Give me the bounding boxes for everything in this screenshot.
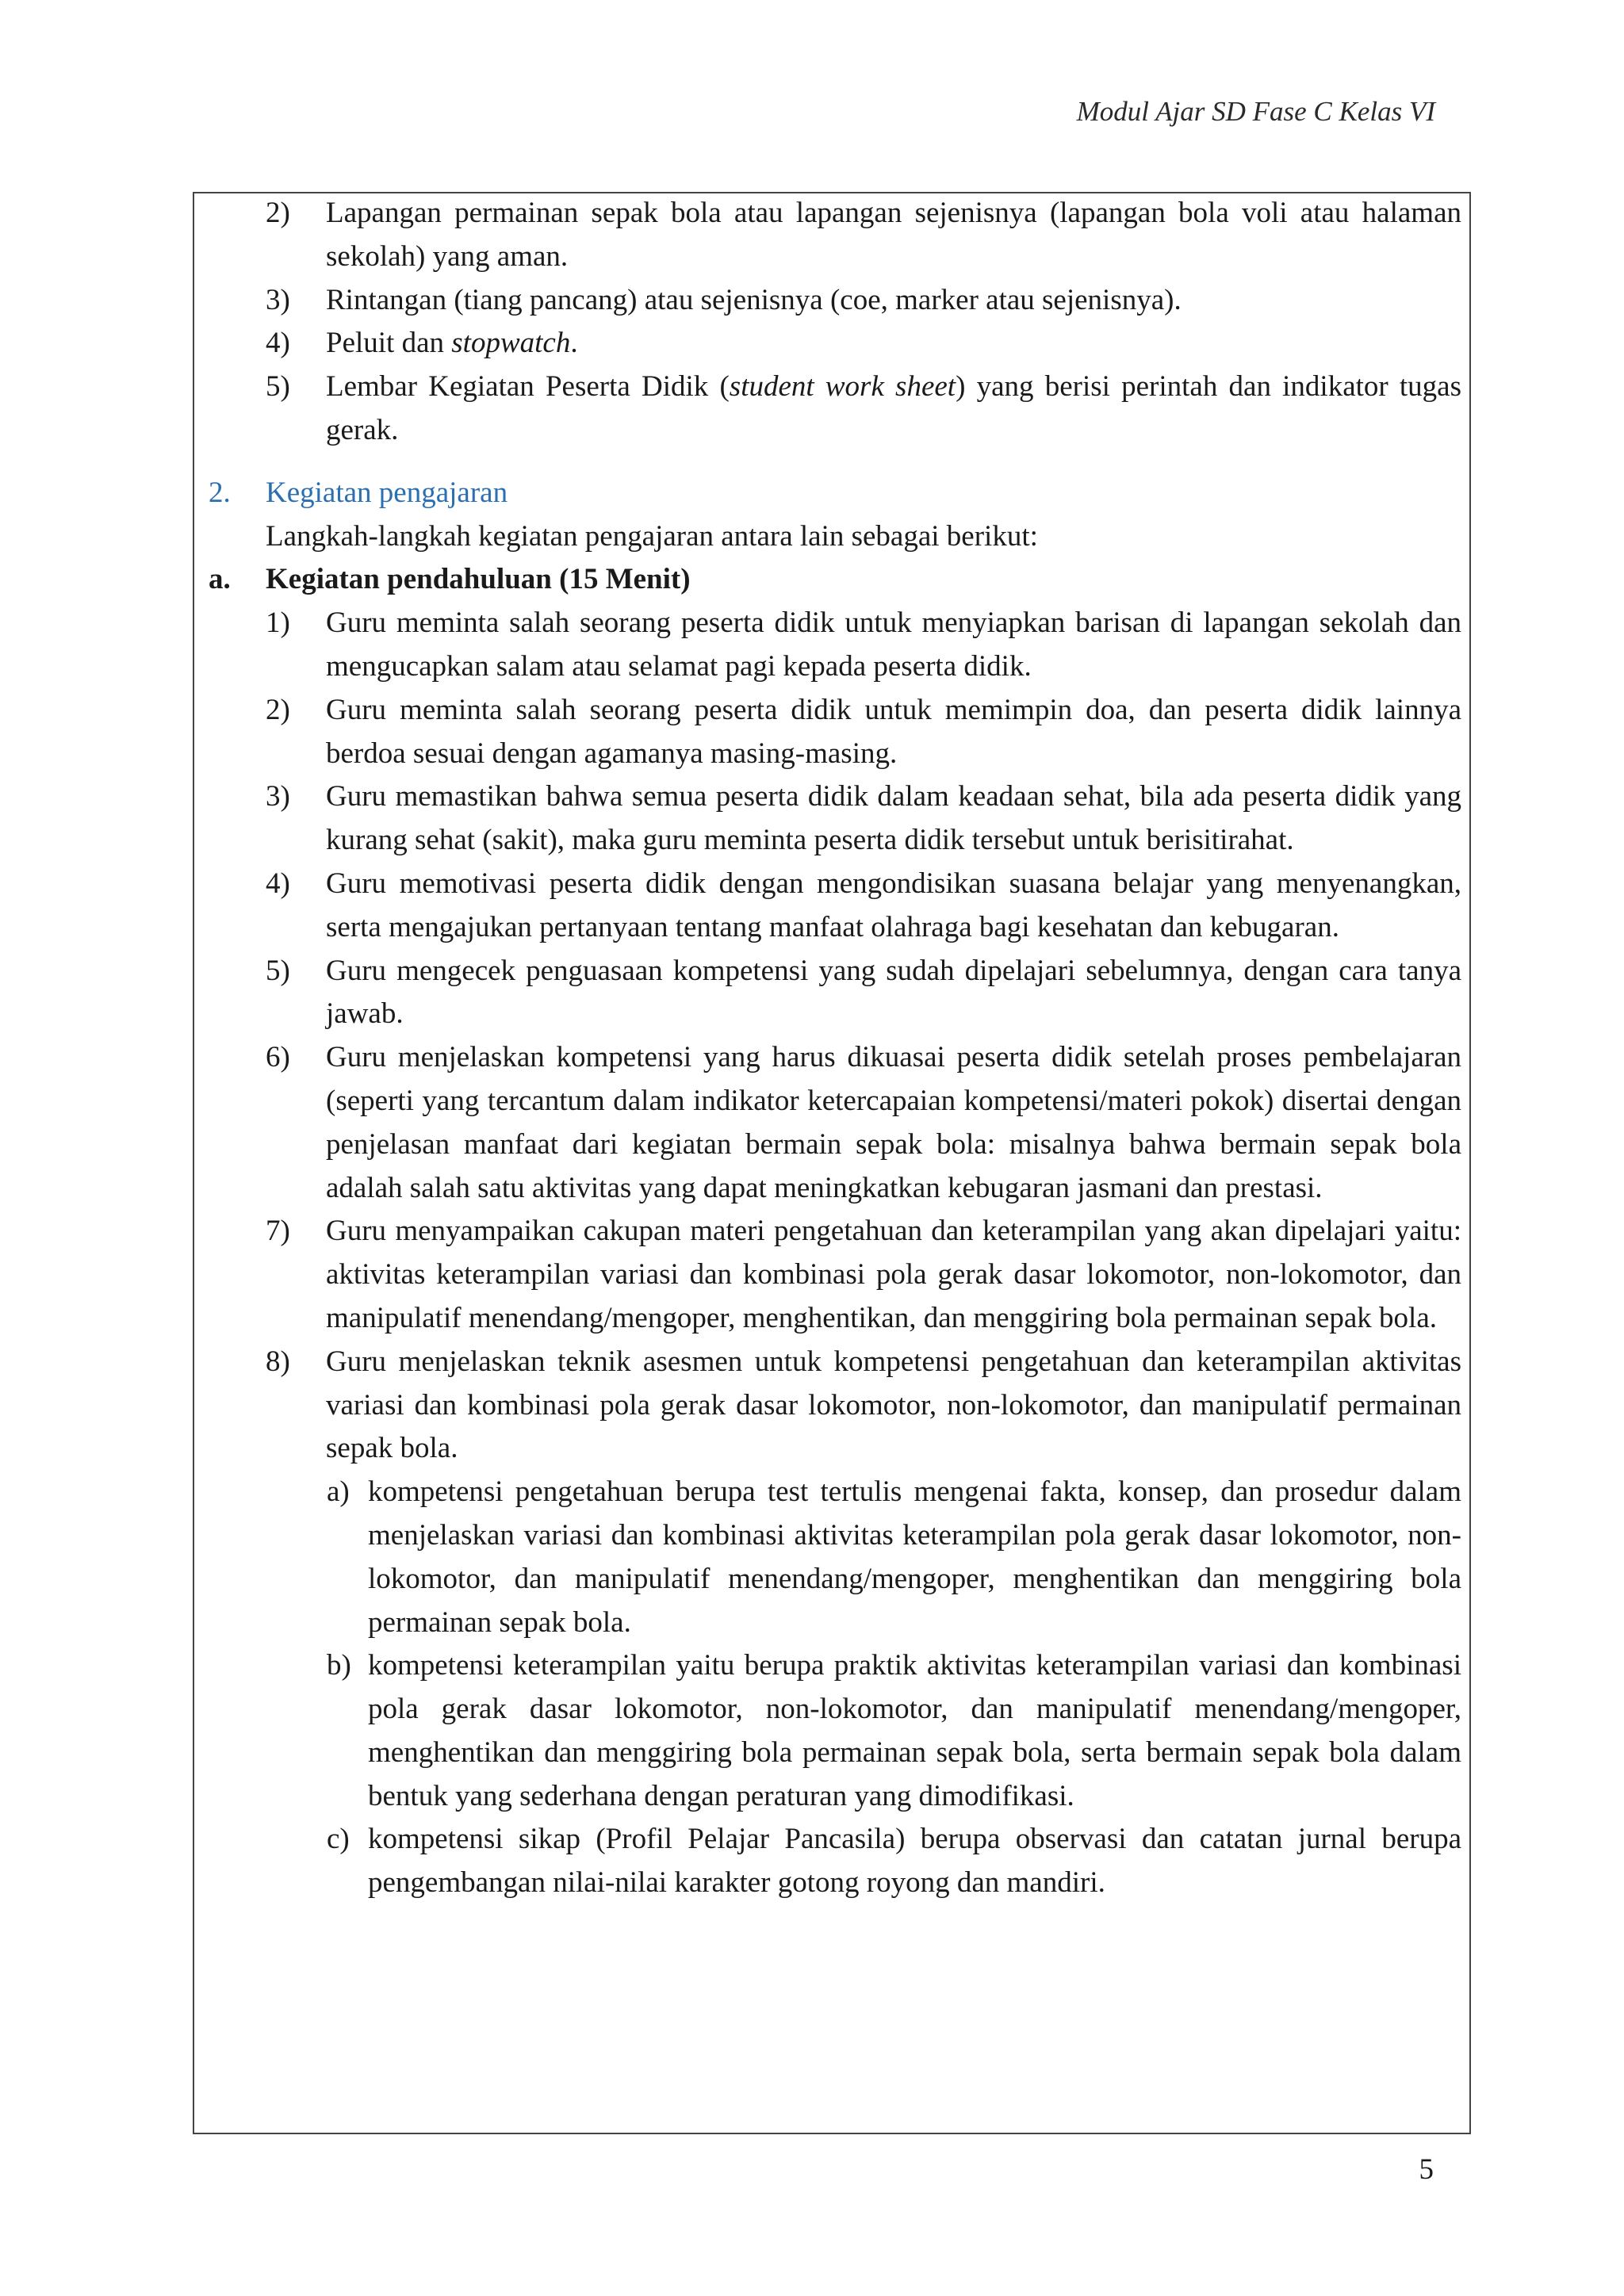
list-item: [209, 322, 1461, 365]
item-number: 5): [266, 370, 290, 404]
item-text: Lapangan permainan sepak bola atau lapangan sejenisnya (lapangan bola voli atau halaman sekolah) yang aman.: [326, 197, 1461, 273]
list-item: [209, 192, 1461, 279]
list-item: [209, 1341, 1461, 1471]
item-text: Guru mengecek penguasaan kompetensi yang sudah dipelajari sebelumnya, dengan cara tanya jawab.: [326, 954, 1461, 1031]
item-text: Guru menjelaskan teknik asesmen untuk kompetensi pengetahuan dan keterampilan aktivitas variasi dan kombinasi pola gerak dasar lokomotor, non-lokomotor, dan manipulatif permainan sepak bola.: [326, 1345, 1461, 1465]
subsection-heading: [209, 558, 1461, 602]
list-item: [209, 365, 1461, 453]
document-body: [209, 192, 1461, 1905]
list-item: [209, 863, 1461, 950]
subsection-title: Kegiatan pendahuluan (15 Menit): [266, 563, 691, 596]
page-number: 5: [1419, 2153, 1434, 2186]
list-item: [209, 689, 1461, 776]
section-number: 2.: [209, 476, 231, 509]
item-text: Guru meminta salah seorang peserta didik untuk menyiapkan barisan di lapangan sekolah dan mengucapkan salam atau selamat pagi kepada peserta didik.: [326, 607, 1461, 683]
item-text: Lembar Kegiatan Peserta Didik (: [326, 370, 730, 404]
item-text: Rintangan (tiang pancang) atau sejenisnya (coe, marker atau sejenisnya).: [326, 283, 1182, 316]
item-number: 4): [266, 327, 290, 360]
list-item: [209, 1036, 1461, 1210]
sub-item-text: kompetensi sikap (Profil Pelajar Pancasila) berupa observasi dan catatan jurnal berupa pengembangan nilai-nilai karakter gotong royong dan mandiri.: [368, 1823, 1461, 1900]
item-text: Peluit dan: [326, 327, 452, 360]
intro-text: Langkah-langkah kegiatan pengajaran antara lain sebagai berikut:: [266, 519, 1038, 553]
item-number: 4): [266, 867, 290, 900]
section-heading: [209, 472, 1461, 515]
sub-item-letter: b): [327, 1649, 351, 1682]
list-item: [209, 1210, 1461, 1340]
item-number: 1): [266, 607, 290, 640]
list-item: [209, 950, 1461, 1037]
list-item: [209, 775, 1461, 863]
item-number: 3): [266, 780, 290, 813]
list-item: [209, 279, 1461, 323]
item-number: 3): [266, 283, 290, 316]
item-number: 5): [266, 954, 290, 987]
section-title: Kegiatan pengajaran: [266, 476, 508, 509]
sub-item-text: kompetensi keterampilan yaitu berupa praktik aktivitas keterampilan variasi dan kombinasi pola gerak dasar lokomotor, non-lokomotor, dan manipulatif menendang/mengoper, menghentikan dan menggiring bola permainan sepak bola, serta bermain sepak bola dalam bentuk yang sederhana dengan peraturan yang dimodifikasi.: [368, 1649, 1461, 1812]
list-item: [209, 602, 1461, 689]
item-text: ) yang berisi perintah dan indikator tugas gerak.: [326, 370, 1462, 446]
item-text-italic: student work sheet: [729, 370, 956, 404]
item-text: Guru memastikan bahwa semua peserta didik dalam keadaan sehat, bila ada peserta didik yang kurang sehat (sakit), maka guru meminta peserta didik tersebut untuk berisitirahat.: [326, 780, 1461, 857]
item-number: 8): [266, 1345, 290, 1378]
item-text: Guru memotivasi peserta didik dengan mengondisikan suasana belajar yang menyenangkan, serta mengajukan pertanyaan tentang manfaat olahraga bagi kesehatan dan kebugaran.: [326, 867, 1461, 943]
item-number: 2): [266, 197, 290, 229]
sub-item-text: kompetensi pengetahuan berupa test tertulis mengenai fakta, konsep, dan prosedur dalam menjelaskan variasi dan kombinasi aktivitas keterampilan pola gerak dasar lokomotor, non-lokomotor, dan manipulatif menendang/mengoper, menghentikan dan menggiring bola permainan sepak bola.: [368, 1475, 1461, 1639]
item-text: Guru meminta salah seorang peserta didik untuk memimpin doa, dan peserta didik lainnya berdoa sesuai dengan agamanya masing-masing.: [326, 693, 1461, 770]
sub-item-letter: a): [327, 1475, 350, 1509]
sub-list-item: [209, 1818, 1461, 1905]
subsection-number: a.: [209, 563, 231, 596]
sub-item-letter: c): [327, 1823, 350, 1856]
sub-list-item: [209, 1471, 1461, 1644]
running-header: Modul Ajar SD Fase C Kelas VI: [1076, 96, 1435, 127]
item-text-italic: stopwatch: [451, 327, 571, 360]
item-number: 6): [266, 1041, 290, 1074]
sub-list-item: [209, 1644, 1461, 1818]
item-text: Guru menjelaskan kompetensi yang harus dikuasai peserta didik setelah proses pembelajaran (seperti yang tercantum dalam indikator ketercapaian kompetensi/materi pokok) disertai dengan penjelasan manfaat dari kegiatan bermain sepak bola: misalnya bahwa bermain sepak bola adalah salah satu aktivitas yang dapat meningkatkan kebugaran jasmani dan prestasi.: [326, 1041, 1461, 1204]
item-number: 7): [266, 1215, 290, 1248]
item-text: .: [570, 327, 578, 360]
item-number: 2): [266, 693, 290, 726]
item-text: Guru menyampaikan cakupan materi pengetahuan dan keterampilan yang akan dipelajari yaitu: aktivitas keterampilan variasi dan kombinasi pola gerak dasar lokomotor, non-lokomotor, dan manipulatif menendang/mengoper, menghentikan, dan menggiring bola permainan sepak bola.: [326, 1215, 1461, 1334]
section-intro: [209, 515, 1461, 559]
